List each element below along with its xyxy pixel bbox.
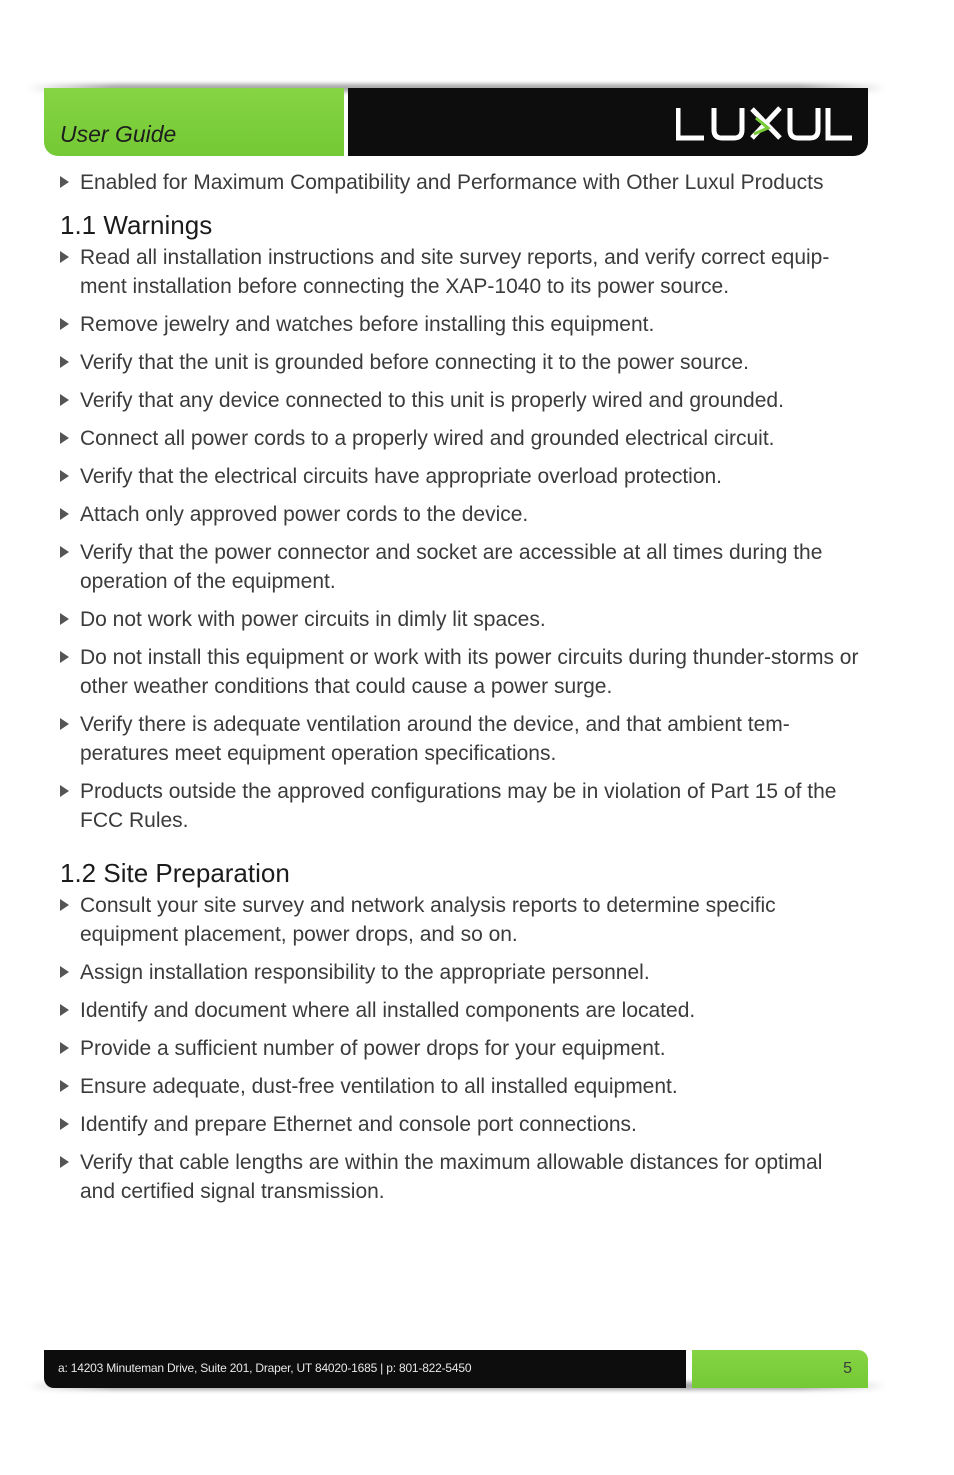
triangle-bullet-icon	[60, 966, 69, 978]
triangle-bullet-icon	[60, 1080, 69, 1092]
section-heading: 1.1 Warnings	[60, 210, 213, 240]
main-content	[60, 168, 860, 1215]
section-heading: 1.2 Site Preparation	[60, 858, 290, 888]
list-item-text: Identify and document where all installed components are located.	[80, 999, 696, 1022]
luxul-logo-icon	[676, 104, 854, 142]
list-item	[60, 710, 860, 768]
list-item	[60, 958, 860, 987]
list-item-text: Provide a sufficient number of power drops for your equipment.	[80, 1037, 666, 1060]
triangle-bullet-icon	[60, 785, 69, 797]
triangle-bullet-icon	[60, 176, 69, 188]
list-item-text: Read all installation instructions and site survey reports, and verify correct equip-ment installation before connecting the XAP-1040 to its power source.	[80, 246, 830, 298]
list-item	[60, 348, 860, 377]
list-item-text: Products outside the approved configurations may be in violation of Part 15 of the FCC Rules.	[80, 780, 837, 832]
triangle-bullet-icon	[60, 613, 69, 625]
header-green-bar	[44, 88, 344, 156]
list-item	[60, 1148, 860, 1206]
page-number: 5	[843, 1360, 852, 1377]
list-item-text: Verify that any device connected to this unit is properly wired and grounded.	[80, 389, 784, 412]
list-item-text: Connect all power cords to a properly wired and grounded electrical circuit.	[80, 427, 775, 450]
list-item-text: Verify that the electrical circuits have appropriate overload protection.	[80, 465, 723, 488]
triangle-bullet-icon	[60, 508, 69, 520]
triangle-bullet-icon	[60, 394, 69, 406]
triangle-bullet-icon	[60, 546, 69, 558]
document-title: User Guide	[60, 121, 177, 147]
list-item	[60, 168, 860, 197]
list-item	[60, 605, 860, 634]
list-item	[60, 424, 860, 453]
list-item	[60, 1034, 860, 1063]
list-item-text: Do not install this equipment or work with its power circuits during thunder-storms or other weather conditions that could cause a power surge.	[80, 646, 859, 698]
footer-black-bar	[44, 1350, 686, 1388]
list-item	[60, 462, 860, 491]
luxul-logo	[676, 104, 854, 147]
list-item	[60, 996, 860, 1025]
list-item	[60, 243, 860, 301]
triangle-bullet-icon	[60, 251, 69, 263]
triangle-bullet-icon	[60, 1118, 69, 1130]
triangle-bullet-icon	[60, 718, 69, 730]
list-item	[60, 538, 860, 596]
list-item-text: Ensure adequate, dust-free ventilation to all installed equipment.	[80, 1075, 678, 1098]
list-item	[60, 310, 860, 339]
triangle-bullet-icon	[60, 432, 69, 444]
list-item	[60, 1110, 860, 1139]
list-item-text: Remove jewelry and watches before installing this equipment.	[80, 313, 655, 336]
list-item	[60, 777, 860, 835]
section-site-preparation	[60, 857, 860, 1206]
list-item-text: Verify that the power connector and socket are accessible at all times during the operation of the equipment.	[80, 541, 823, 593]
triangle-bullet-icon	[60, 1004, 69, 1016]
triangle-bullet-icon	[60, 318, 69, 330]
triangle-bullet-icon	[60, 356, 69, 368]
list-item	[60, 891, 860, 949]
list-item	[60, 386, 860, 415]
list-item-text: Consult your site survey and network analysis reports to determine specific equipment placement, power drops, and so on.	[80, 894, 776, 946]
list-item-text: Identify and prepare Ethernet and console port connections.	[80, 1113, 637, 1136]
list-item	[60, 500, 860, 529]
triangle-bullet-icon	[60, 470, 69, 482]
list-item-text: Do not work with power circuits in dimly lit spaces.	[80, 608, 546, 631]
triangle-bullet-icon	[60, 651, 69, 663]
list-item-text: Verify there is adequate ventilation around the device, and that ambient tem-peratures meet equipment operation specifications.	[80, 713, 790, 765]
list-item	[60, 1072, 860, 1101]
list-item-text: Verify that cable lengths are within the maximum allowable distances for optimal and certified signal transmission.	[80, 1151, 823, 1203]
triangle-bullet-icon	[60, 1042, 69, 1054]
list-item-text: Attach only approved power cords to the device.	[80, 503, 529, 526]
list-item	[60, 643, 860, 701]
section-warnings	[60, 209, 860, 835]
list-item-text: Assign installation responsibility to the appropriate personnel.	[80, 961, 650, 984]
list-item-text: Enabled for Maximum Compatibility and Performance with Other Luxul Products	[80, 171, 824, 194]
triangle-bullet-icon	[60, 1156, 69, 1168]
footer-address: a: 14203 Minuteman Drive, Suite 201, Draper, UT 84020-1685 | p: 801-822-5450	[58, 1361, 472, 1375]
list-item-text: Verify that the unit is grounded before connecting it to the power source.	[80, 351, 749, 374]
triangle-bullet-icon	[60, 899, 69, 911]
header-black-bar	[348, 88, 868, 156]
footer-green-bar	[692, 1350, 868, 1388]
